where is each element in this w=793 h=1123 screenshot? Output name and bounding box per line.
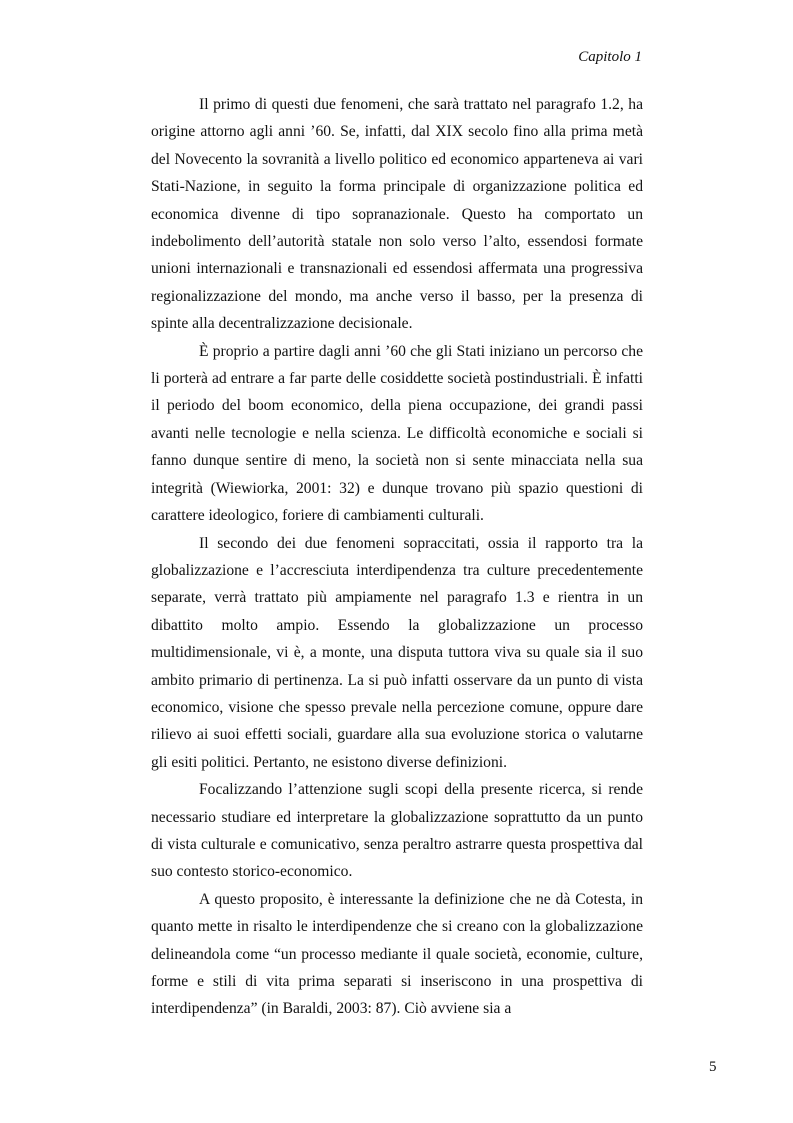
paragraph: Il primo di questi due fenomeni, che sarà trattato nel paragrafo 1.2, ha origine attorno agli anni ’60. Se, infatti, dal XIX secolo fino alla prima metà del Novecento la sovranità a livello politico ed economico apparteneva ai vari Stati-Nazione, in seguito la forma principale di organizzazione politica ed economica divenne di tipo sopranazionale. Questo ha comportato un indebolimento dell’autorità statale non solo verso l’alto, essendosi formate unioni internazionali e transnazionali ed essendosi affermata una progressiva regionalizzazione del mondo, ma anche verso il basso, per la presenza di spinte alla decentralizzazione decisionale. xyxy=(151,96,643,333)
paragraph: È proprio a partire dagli anni ’60 che gli Stati iniziano un percorso che li porterà ad entrare a far parte delle cosiddette società postindustriali. È infatti il periodo del boom economico, della piena occupazione, dei grandi passi avanti nelle tecnologie e nella scienza. Le difficoltà economiche e sociali si fanno dunque sentire di meno, la società non si sente minacciata nella sua integrità (Wiewiorka, 2001: 32) e dunque trovano più spazio questioni di carattere ideologico, foriere di cambiamenti culturali. xyxy=(151,342,643,525)
body-text xyxy=(151,91,643,1023)
running-header: Capitolo 1 xyxy=(578,49,642,65)
page-number: 5 xyxy=(709,1059,717,1075)
paragraph: Focalizzando l’attenzione sugli scopi della presente ricerca, si rende necessario studiare ed interpretare la globalizzazione soprattutto da un punto di vista culturale e comunicativo, senza peraltro astrarre questa prospettiva dal suo contesto storico-economico. xyxy=(151,781,643,881)
paragraph: Il secondo dei due fenomeni sopraccitati, ossia il rapporto tra la globalizzazione e l’accresciuta interdipendenza tra culture precedentemente separate, verrà trattato più ampiamente nel paragrafo 1.3 e rientra in un dibattito molto ampio. Essendo la globalizzazione un processo multidimensionale, vi è, a monte, una disputa tuttora viva su quale sia il suo ambito primario di pertinenza. La si può infatti osservare da un punto di vista economico, visione che spesso prevale nella percezione comune, oppure dare rilievo ai suoi effetti sociali, guardare alla sua evoluzione storica o valutarne gli esiti politici. Pertanto, ne esistono diverse definizioni. xyxy=(151,534,643,771)
paragraph: A questo proposito, è interessante la definizione che ne dà Cotesta, in quanto mette in risalto le interdipendenze che si creano con la globalizzazione delineandola come “un processo mediante il quale società, economie, culture, forme e stili di vita prima separati si inseriscono in una prospettiva di interdipendenza” (in Baraldi, 2003: 87). Ciò avviene sia a xyxy=(151,890,643,1018)
